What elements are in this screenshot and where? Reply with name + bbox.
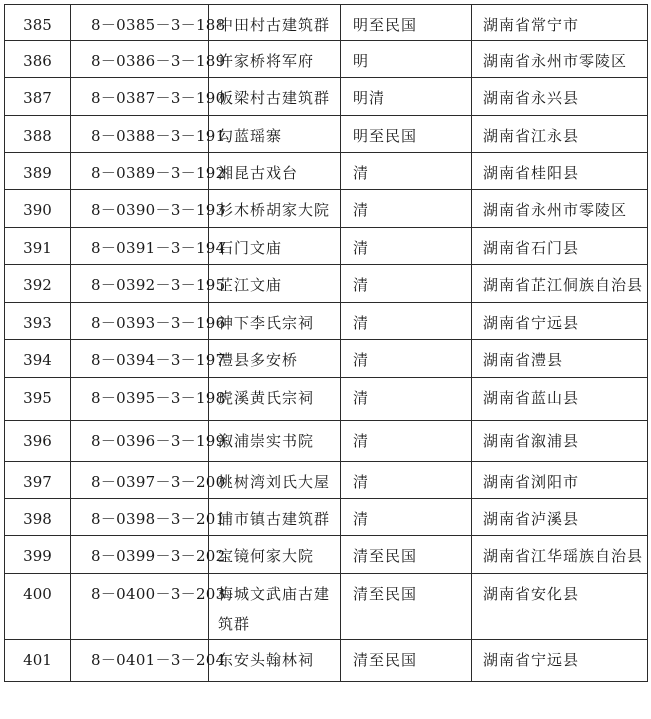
row-number: 387 [5,78,71,116]
table-row [5,190,648,228]
site-name: 杉木桥胡家大院 [209,190,341,228]
site-era: 清至民国 [341,574,472,640]
table-row [5,499,648,536]
table-row [5,340,648,378]
site-name: 浦市镇古建筑群 [209,499,341,536]
table-row [5,421,648,462]
site-code: 8－0401－3－204 [71,640,209,682]
site-era: 清 [341,378,472,421]
site-era: 清至民国 [341,640,472,682]
site-code: 8－0385－3－188 [71,5,209,41]
site-location: 湖南省宁远县 [472,303,648,340]
site-code: 8－0395－3－198 [71,378,209,421]
table-row [5,153,648,190]
row-number: 398 [5,499,71,536]
site-name: 梅城文武庙古建筑群 [209,574,341,640]
row-number: 390 [5,190,71,228]
site-location: 湖南省浏阳市 [472,462,648,499]
row-number: 396 [5,421,71,462]
site-era: 清 [341,303,472,340]
site-code: 8－0392－3－195 [71,265,209,303]
site-location: 湖南省宁远县 [472,640,648,682]
table-row [5,228,648,265]
table-row [5,303,648,340]
site-code: 8－0399－3－202 [71,536,209,574]
row-number: 391 [5,228,71,265]
row-number: 386 [5,41,71,78]
site-location: 湖南省溆浦县 [472,421,648,462]
site-name: 东安头翰林祠 [209,640,341,682]
site-name: 虎溪黄氏宗祠 [209,378,341,421]
table-row [5,536,648,574]
site-location: 湖南省永州市零陵区 [472,41,648,78]
site-code: 8－0386－3－189 [71,41,209,78]
site-code: 8－0388－3－191 [71,116,209,153]
site-location: 湖南省江华瑶族自治县 [472,536,648,574]
site-name: 勾蓝瑶寨 [209,116,341,153]
table-body [5,5,648,682]
table-row [5,78,648,116]
site-name: 澧县多安桥 [209,340,341,378]
site-code: 8－0394－3－197 [71,340,209,378]
row-number: 400 [5,574,71,640]
site-code: 8－0390－3－193 [71,190,209,228]
site-era: 明 [341,41,472,78]
site-location: 湖南省永兴县 [472,78,648,116]
site-era: 清 [341,228,472,265]
site-era: 明清 [341,78,472,116]
site-name: 石门文庙 [209,228,341,265]
site-name: 板梁村古建筑群 [209,78,341,116]
site-era: 清 [341,153,472,190]
row-number: 392 [5,265,71,303]
row-number: 401 [5,640,71,682]
site-location: 湖南省常宁市 [472,5,648,41]
table-row [5,265,648,303]
site-era: 清 [341,462,472,499]
site-name: 中田村古建筑群 [209,5,341,41]
site-name: 宝镜何家大院 [209,536,341,574]
site-era: 清 [341,421,472,462]
site-era: 清 [341,265,472,303]
site-code: 8－0398－3－201 [71,499,209,536]
site-code: 8－0387－3－190 [71,78,209,116]
site-name: 桃树湾刘氏大屋 [209,462,341,499]
heritage-site-table [4,4,648,682]
site-era: 明至民国 [341,116,472,153]
row-number: 399 [5,536,71,574]
site-location: 湖南省安化县 [472,574,648,640]
site-location: 湖南省澧县 [472,340,648,378]
table-row [5,378,648,421]
site-location: 湖南省石门县 [472,228,648,265]
row-number: 385 [5,5,71,41]
row-number: 388 [5,116,71,153]
site-code: 8－0400－3－203 [71,574,209,640]
table-row [5,574,648,640]
site-location: 湖南省蓝山县 [472,378,648,421]
row-number: 394 [5,340,71,378]
site-code: 8－0389－3－192 [71,153,209,190]
row-number: 395 [5,378,71,421]
site-name: 神下李氏宗祠 [209,303,341,340]
site-era: 清 [341,340,472,378]
site-location: 湖南省泸溪县 [472,499,648,536]
row-number: 393 [5,303,71,340]
site-code: 8－0397－3－200 [71,462,209,499]
table-row [5,116,648,153]
site-name: 湘昆古戏台 [209,153,341,190]
row-number: 389 [5,153,71,190]
site-era: 清 [341,499,472,536]
site-code: 8－0396－3－199 [71,421,209,462]
table-row [5,640,648,682]
site-era: 明至民国 [341,5,472,41]
site-location: 湖南省江永县 [472,116,648,153]
site-code: 8－0391－3－194 [71,228,209,265]
table-row [5,462,648,499]
site-location: 湖南省桂阳县 [472,153,648,190]
site-era: 清至民国 [341,536,472,574]
site-name: 芷江文庙 [209,265,341,303]
site-code: 8－0393－3－196 [71,303,209,340]
row-number: 397 [5,462,71,499]
site-era: 清 [341,190,472,228]
table-row [5,5,648,41]
table-row [5,41,648,78]
site-location: 湖南省永州市零陵区 [472,190,648,228]
site-location: 湖南省芷江侗族自治县 [472,265,648,303]
site-name: 溆浦崇实书院 [209,421,341,462]
site-name: 许家桥将军府 [209,41,341,78]
